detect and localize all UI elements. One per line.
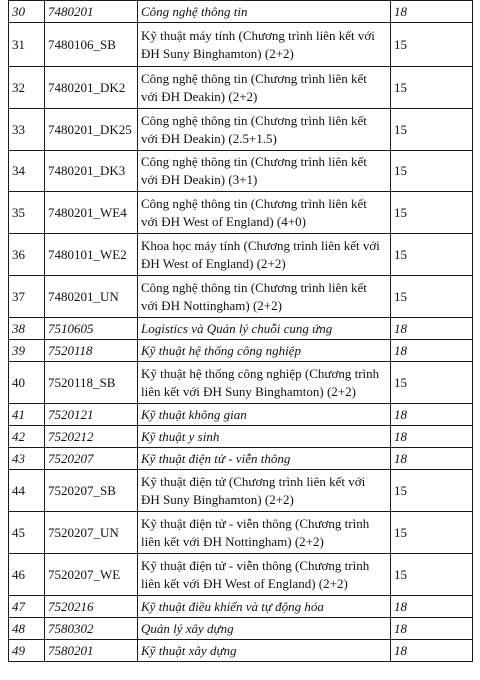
score-cell: 18 — [391, 318, 473, 340]
score-cell: 15 — [391, 362, 473, 404]
row-number-cell: 31 — [9, 23, 45, 67]
major-code-cell: 7520207_UN — [45, 512, 138, 554]
table-row — [9, 23, 473, 67]
row-number-cell: 39 — [9, 340, 45, 362]
major-code-cell: 7520118_SB — [45, 362, 138, 404]
score-cell: 18 — [391, 426, 473, 448]
row-number-cell: 49 — [9, 640, 45, 662]
score-cell: 15 — [391, 470, 473, 512]
table-row — [9, 404, 473, 426]
row-number-cell: 41 — [9, 404, 45, 426]
table-row — [9, 67, 473, 109]
table-row — [9, 512, 473, 554]
table-row — [9, 234, 473, 276]
row-number-cell: 46 — [9, 554, 45, 596]
table-row — [9, 109, 473, 151]
major-name-cell: Công nghệ thông tin (Chương trình liên kết với ĐH West of England) (4+0) — [138, 192, 391, 234]
score-cell: 18 — [391, 1, 473, 23]
row-number-cell: 47 — [9, 596, 45, 618]
score-cell: 15 — [391, 67, 473, 109]
table-row — [9, 554, 473, 596]
row-number-cell: 32 — [9, 67, 45, 109]
row-number-cell: 44 — [9, 470, 45, 512]
admission-score-table — [8, 0, 473, 662]
major-code-cell: 7510605 — [45, 318, 138, 340]
major-name-cell: Kỹ thuật hệ thống công nghiệp (Chương trình liên kết với ĐH Suny Binghamton) (2+2) — [138, 362, 391, 404]
row-number-cell: 45 — [9, 512, 45, 554]
major-code-cell: 7520207 — [45, 448, 138, 470]
major-code-cell: 7520121 — [45, 404, 138, 426]
major-name-cell: Kỹ thuật điện tử (Chương trình liên kết với ĐH Suny Binghamton) (2+2) — [138, 470, 391, 512]
major-name-cell: Kỹ thuật y sinh — [138, 426, 391, 448]
table-row — [9, 318, 473, 340]
major-code-cell: 7480101_WE2 — [45, 234, 138, 276]
major-name-cell: Logistics và Quản lý chuỗi cung ứng — [138, 318, 391, 340]
major-code-cell: 7480201_DK25 — [45, 109, 138, 151]
major-name-cell: Công nghệ thông tin (Chương trình liên kết với ĐH Deakin) (3+1) — [138, 151, 391, 192]
table-row — [9, 448, 473, 470]
major-code-cell: 7520118 — [45, 340, 138, 362]
row-number-cell: 42 — [9, 426, 45, 448]
table-row — [9, 618, 473, 640]
major-name-cell: Kỹ thuật không gian — [138, 404, 391, 426]
score-cell: 15 — [391, 151, 473, 192]
major-code-cell: 7580201 — [45, 640, 138, 662]
row-number-cell: 37 — [9, 276, 45, 318]
major-code-cell: 7520216 — [45, 596, 138, 618]
major-name-cell: Công nghệ thông tin — [138, 1, 391, 23]
score-cell: 15 — [391, 192, 473, 234]
major-code-cell: 7480201_WE4 — [45, 192, 138, 234]
table-row — [9, 362, 473, 404]
major-code-cell: 7480201_DK2 — [45, 67, 138, 109]
major-code-cell: 7520212 — [45, 426, 138, 448]
major-name-cell: Kỹ thuật điều khiển và tự động hóa — [138, 596, 391, 618]
score-cell: 15 — [391, 234, 473, 276]
major-name-cell: Kỹ thuật điện tử - viễn thông (Chương trình liên kết với ĐH West of England) (2+2) — [138, 554, 391, 596]
row-number-cell: 43 — [9, 448, 45, 470]
major-name-cell: Kỹ thuật điện tử - viễn thông (Chương trình liên kết với ĐH Nottingham) (2+2) — [138, 512, 391, 554]
score-cell: 18 — [391, 640, 473, 662]
row-number-cell: 40 — [9, 362, 45, 404]
major-name-cell: Kỹ thuật hệ thống công nghiệp — [138, 340, 391, 362]
table-row — [9, 470, 473, 512]
major-code-cell: 7480201_UN — [45, 276, 138, 318]
major-code-cell: 7480201 — [45, 1, 138, 23]
table-row — [9, 1, 473, 23]
score-cell: 15 — [391, 23, 473, 67]
major-name-cell: Kỹ thuật điện tử - viễn thông — [138, 448, 391, 470]
major-name-cell: Kỹ thuật xây dựng — [138, 640, 391, 662]
row-number-cell: 30 — [9, 1, 45, 23]
row-number-cell: 34 — [9, 151, 45, 192]
score-cell: 15 — [391, 276, 473, 318]
row-number-cell: 38 — [9, 318, 45, 340]
row-number-cell: 35 — [9, 192, 45, 234]
major-name-cell: Công nghệ thông tin (Chương trình liên kết với ĐH Deakin) (2+2) — [138, 67, 391, 109]
major-code-cell: 7520207_WE — [45, 554, 138, 596]
score-cell: 18 — [391, 448, 473, 470]
table-row — [9, 640, 473, 662]
major-code-cell: 7580302 — [45, 618, 138, 640]
table-row — [9, 596, 473, 618]
table-row — [9, 340, 473, 362]
score-cell: 15 — [391, 554, 473, 596]
table-body — [9, 1, 473, 662]
major-name-cell: Công nghệ thông tin (Chương trình liên kết với ĐH Deakin) (2.5+1.5) — [138, 109, 391, 151]
major-code-cell: 7480106_SB — [45, 23, 138, 67]
major-name-cell: Kỹ thuật máy tính (Chương trình liên kết với ĐH Suny Binghamton) (2+2) — [138, 23, 391, 67]
score-cell: 18 — [391, 340, 473, 362]
major-name-cell: Khoa học máy tính (Chương trình liên kết với ĐH West of England) (2+2) — [138, 234, 391, 276]
score-cell: 15 — [391, 512, 473, 554]
score-cell: 18 — [391, 618, 473, 640]
table-row — [9, 426, 473, 448]
major-name-cell: Quản lý xây dựng — [138, 618, 391, 640]
row-number-cell: 33 — [9, 109, 45, 151]
row-number-cell: 48 — [9, 618, 45, 640]
score-cell: 18 — [391, 596, 473, 618]
table-row — [9, 192, 473, 234]
major-name-cell: Công nghệ thông tin (Chương trình liên kết với ĐH Nottingham) (2+2) — [138, 276, 391, 318]
major-code-cell: 7480201_DK3 — [45, 151, 138, 192]
table-row — [9, 276, 473, 318]
major-code-cell: 7520207_SB — [45, 470, 138, 512]
table-row — [9, 151, 473, 192]
score-cell: 18 — [391, 404, 473, 426]
score-cell: 15 — [391, 109, 473, 151]
row-number-cell: 36 — [9, 234, 45, 276]
